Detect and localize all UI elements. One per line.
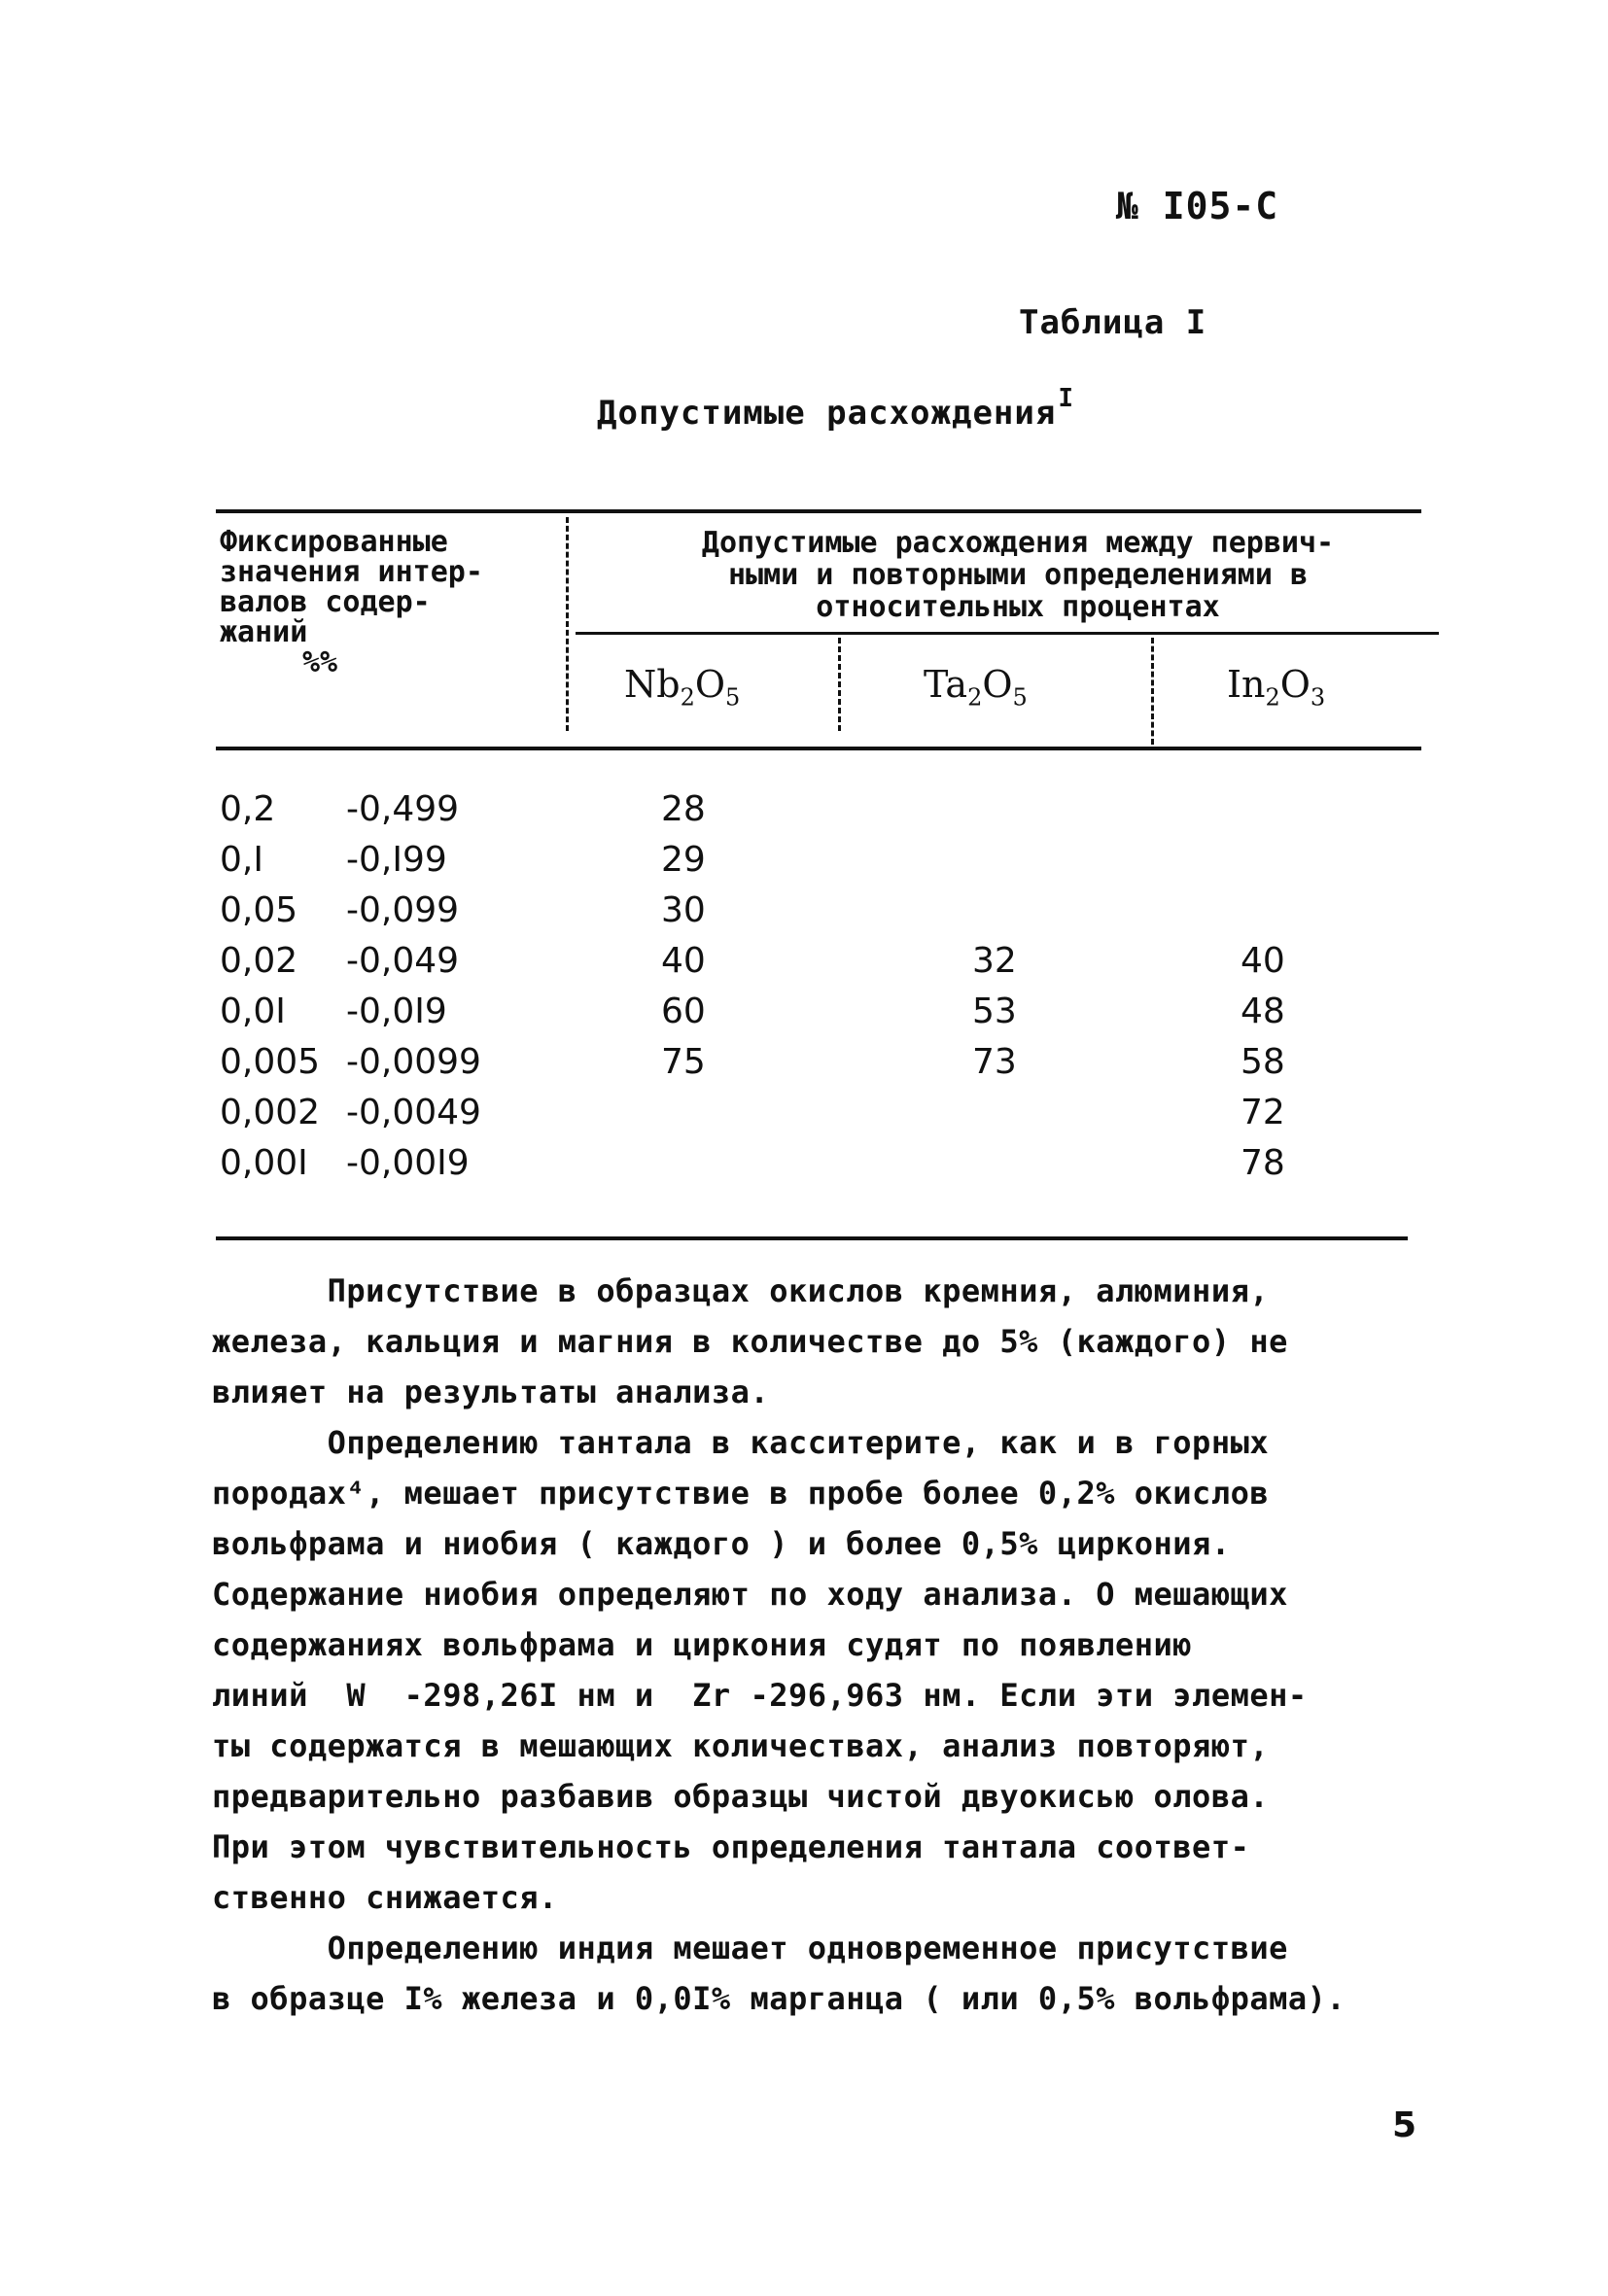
cell-interval-high: -0,I99 [346,840,447,880]
subheader-in2o3-mid: O [1279,663,1311,706]
text-line: ственно снижается. [212,1879,558,1916]
header-bottom-rule [216,747,1421,750]
cell-nb2o5: 60 [661,991,706,1031]
subheader-nb2o5-sub2: 5 [725,683,741,712]
paragraph-interferences-oxides [212,1266,1437,1417]
table-bottom-rule [216,1236,1408,1240]
table-row [0,840,1608,890]
subheader-in2o3-sub2: 3 [1310,683,1326,712]
cell-interval-high: -0,0049 [346,1093,481,1132]
cell-in2o3: 58 [1241,1042,1285,1082]
cell-interval-high: -0,0099 [346,1042,481,1082]
col-divider-2 [838,638,841,731]
subheader-ta2o5-base: Ta [924,663,968,706]
cell-interval-low: 0,005 [220,1042,321,1082]
cell-nb2o5: 30 [661,890,706,930]
cell-interval-high: -0,099 [346,890,460,930]
subheader-nb2o5-mid: O [694,663,726,706]
text-line: Определению индия мешает одновременное присутствие [212,1930,1288,1966]
paragraph-indium-determination [212,1923,1437,2024]
cell-interval-high: -0,0I9 [346,991,447,1031]
subheader-in2o3 [1227,663,1325,712]
subheader-nb2o5 [624,663,740,712]
cell-interval-high: -0,499 [346,789,460,829]
col-divider-3 [1151,638,1154,745]
cell-ta2o5: 73 [972,1042,1017,1082]
cell-in2o3: 40 [1241,941,1285,981]
page-number: 5 [1392,2105,1417,2145]
text-line: При этом чувствительность определения тантала соответ- [212,1828,1250,1865]
span-header-rule [576,632,1439,635]
table-title [597,384,1074,433]
table-top-rule [216,509,1421,513]
table-header-unit: %% [302,645,338,679]
cell-nb2o5: 75 [661,1042,706,1082]
cell-interval-low: 0,2 [220,789,276,829]
cell-nb2o5: 29 [661,840,706,880]
text-line: железа, кальция и магния в количестве до 5% (каждого) не [212,1323,1288,1360]
cell-in2o3: 72 [1241,1093,1285,1132]
table-row [0,991,1608,1042]
cell-in2o3: 78 [1241,1143,1285,1183]
document-number: № I05-С [1116,185,1279,227]
cell-interval-low: 0,0I [220,991,286,1031]
text-line: Присутствие в образцах окислов кремния, алюминия, [212,1272,1270,1309]
text-line: породах⁴, мешает присутствие в пробе более 0,2% окислов [212,1475,1270,1512]
cell-ta2o5: 53 [972,991,1017,1031]
col-divider-1 [566,517,569,731]
subheader-in2o3-sub1: 2 [1265,683,1280,712]
cell-interval-low: 0,00I [220,1143,308,1183]
cell-in2o3: 48 [1241,991,1285,1031]
cell-interval-high: -0,049 [346,941,460,981]
table-title-text: Допустимые расхождения [597,394,1057,433]
table-row [0,941,1608,991]
text-line: в образце I% железа и 0,0I% марганца ( или 0,5% вольфрама). [212,1980,1346,2017]
table-row [0,1093,1608,1143]
subheader-nb2o5-base: Nb [624,663,681,706]
subheader-ta2o5-mid: O [982,663,1013,706]
table-row [0,890,1608,941]
cell-nb2o5: 40 [661,941,706,981]
table-title-footnote: I [1058,384,1074,413]
cell-interval-low: 0,05 [220,890,298,930]
table-header-fixed-values [220,527,550,678]
text-line: содержаниях вольфрама и циркония судят по появлению [212,1626,1193,1663]
text-line: Содержание ниобия определяют по ходу анализа. О мешающих [212,1576,1288,1613]
text-line: ты содержатся в мешающих количествах, анализ повторяют, [212,1727,1270,1764]
subheader-ta2o5 [924,663,1028,712]
table-label: Таблица I [1019,303,1207,342]
table-row [0,1042,1608,1093]
text-line: предварительно разбавив образцы чистой двуокисью олова. [212,1778,1270,1815]
cell-interval-low: 0,I [220,840,263,880]
table-header-discrepancies: Допустимые расхождения между первич- ными и повторными определениями в относительных процентах [701,526,1335,624]
subheader-nb2o5-sub1: 2 [680,683,695,712]
subheader-in2o3-base: In [1227,663,1266,706]
text-line: вольфрама и ниобия ( каждого ) и более 0,5% циркония. [212,1525,1231,1562]
cell-interval-low: 0,002 [220,1093,321,1132]
cell-nb2o5: 28 [661,789,706,829]
subheader-ta2o5-sub2: 5 [1012,683,1028,712]
text-line: влияет на результаты анализа. [212,1374,770,1410]
cell-interval-low: 0,02 [220,941,298,981]
cell-ta2o5: 32 [972,941,1017,981]
text-line: Определению тантала в касситерите, как и в горных [212,1424,1270,1461]
text-line: линий W -298,26I нм и Zr -296,963 нм. Если эти элемен- [212,1677,1308,1714]
table-row [0,789,1608,840]
cell-interval-high: -0,00I9 [346,1143,470,1183]
subheader-ta2o5-sub1: 2 [967,683,983,712]
table-header-fixed-values-text: Фиксированные значения интер- валов содер- жаний [220,525,483,649]
paragraph-tantalum-determination [212,1417,1437,1923]
table-row [0,1143,1608,1194]
